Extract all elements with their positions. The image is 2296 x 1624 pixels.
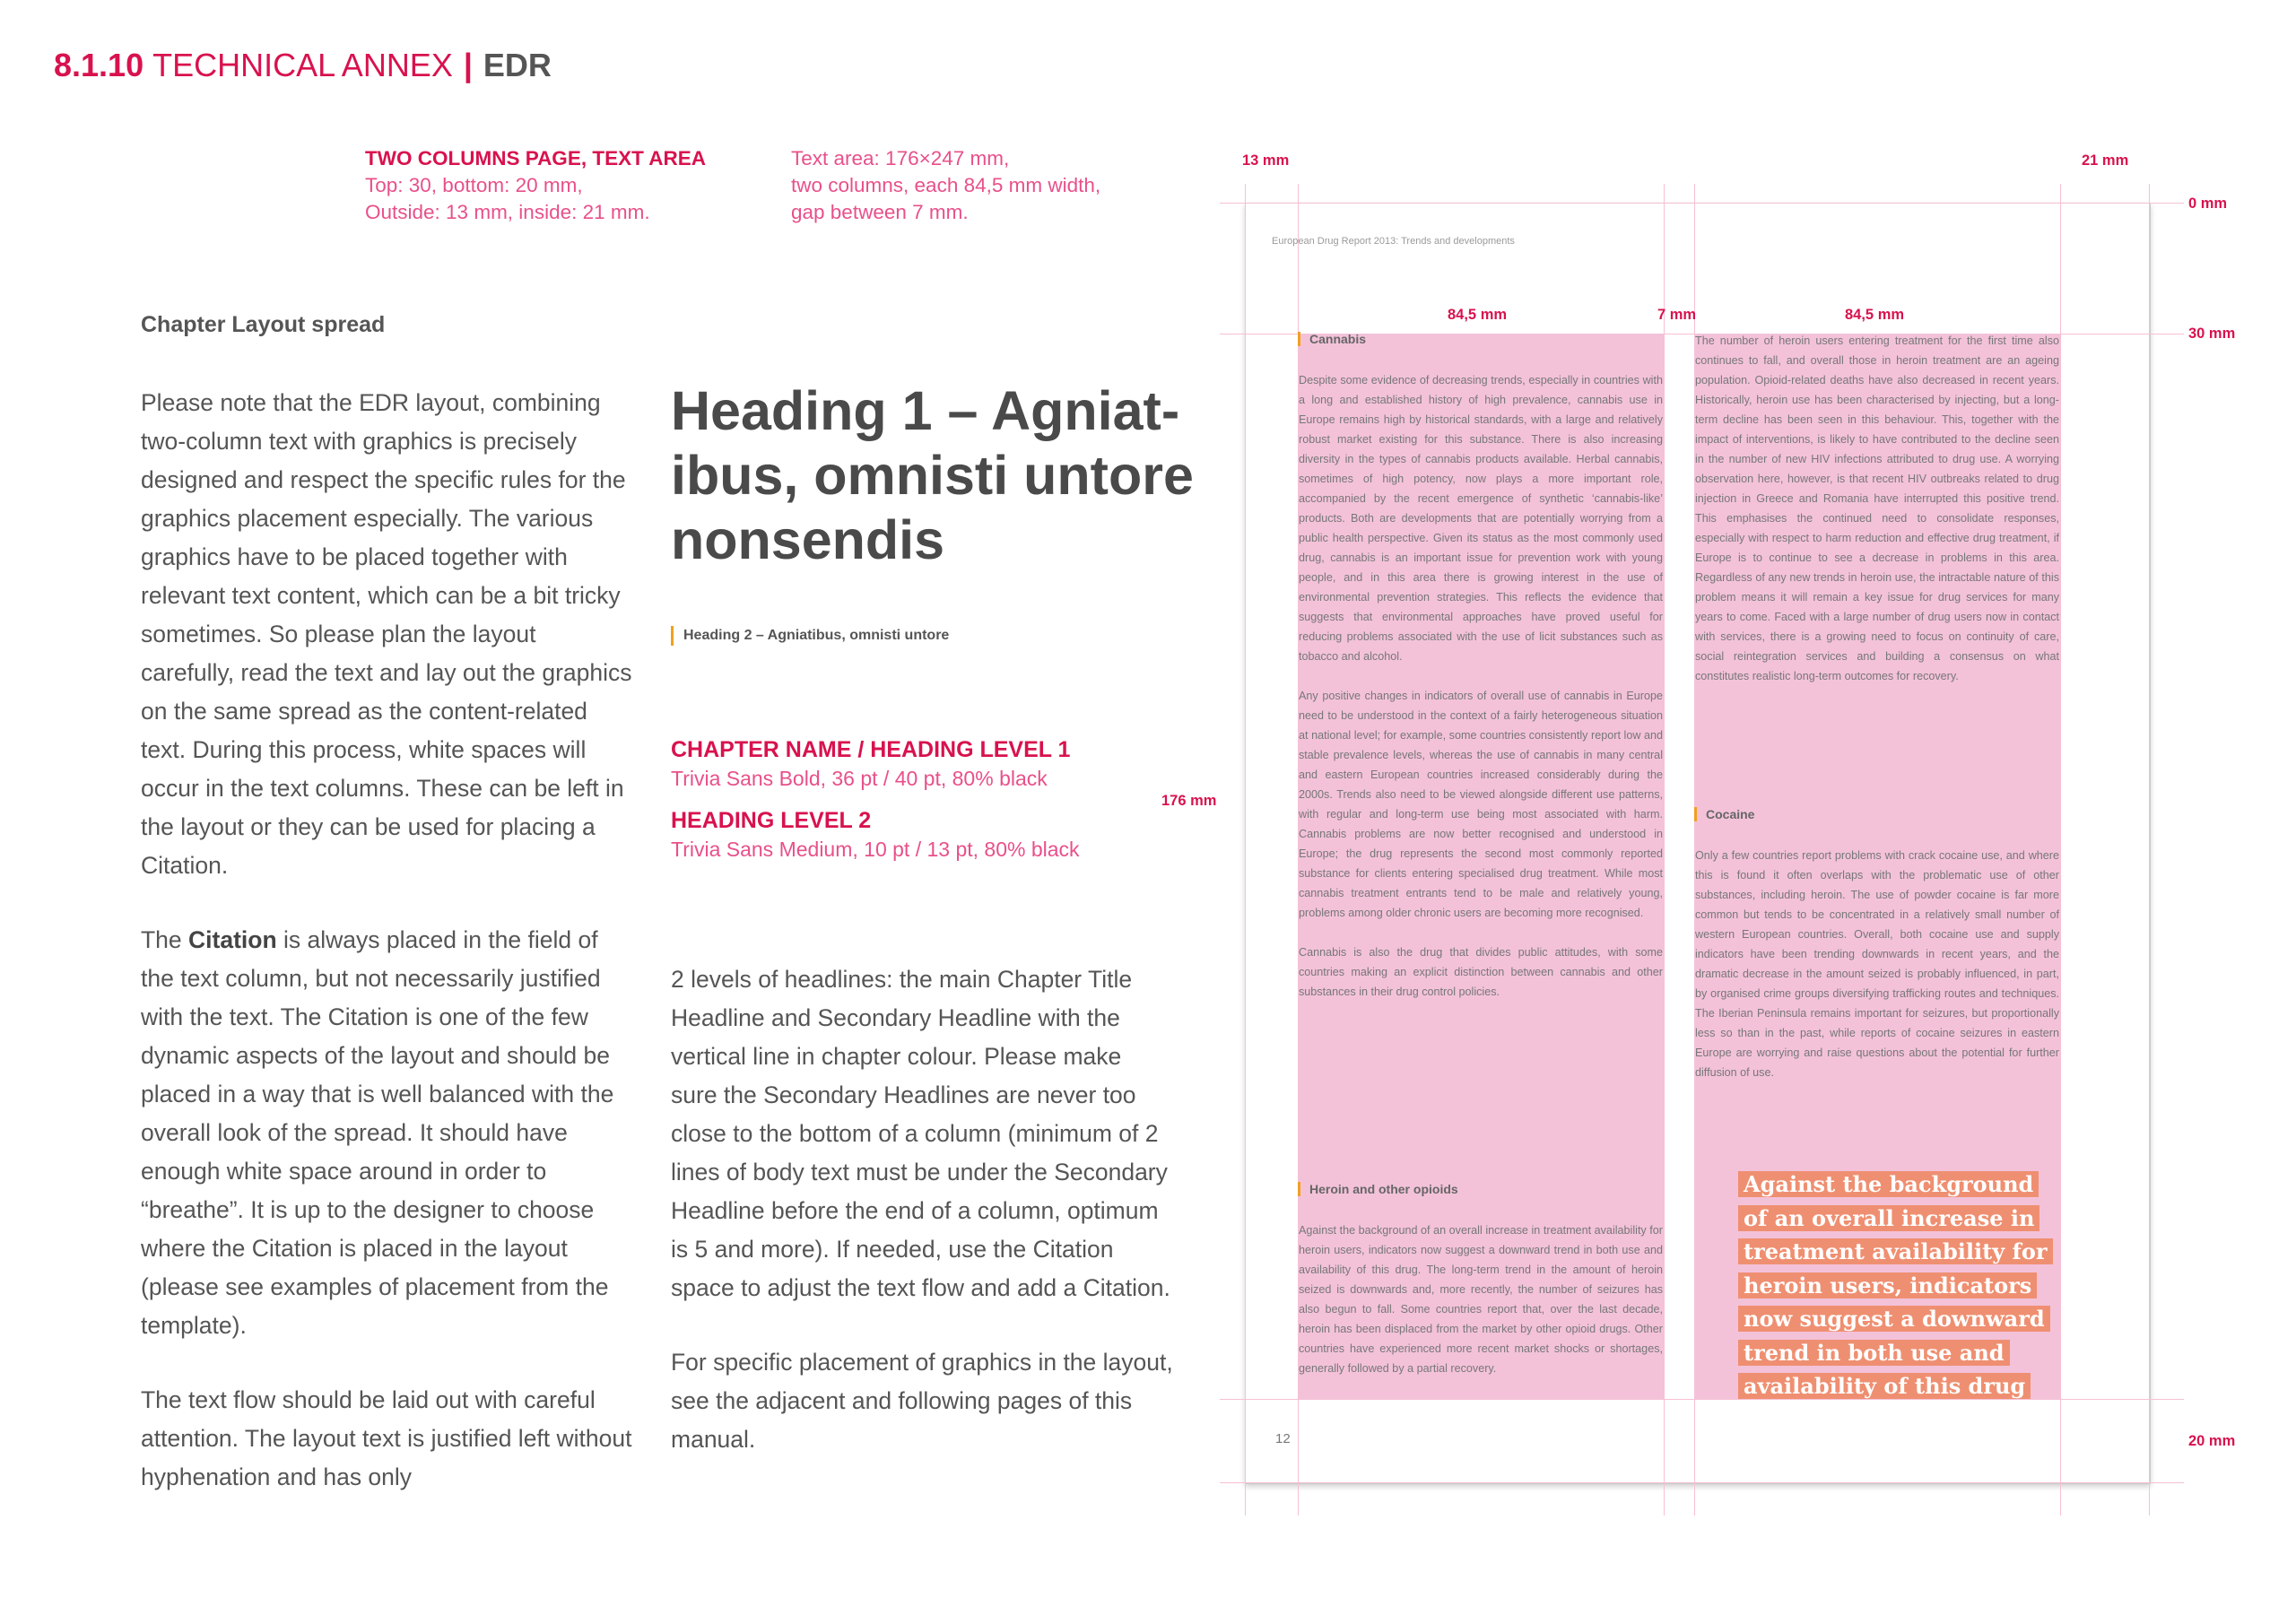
dim-col2: 84,5 mm xyxy=(1845,307,1905,323)
dim-inside: 21 mm xyxy=(2082,152,2129,169)
column-text xyxy=(1299,370,1663,1002)
spec-line: Outside: 13 mm, inside: 21 mm. xyxy=(365,201,650,223)
heading-2-sample: Heading 2 – Agniatibus, omnisti untore xyxy=(671,626,949,646)
middle-body xyxy=(671,960,1173,1459)
spec-line: gap between 7 mm. xyxy=(791,201,969,223)
spec-line: Text area: 176×247 mm, xyxy=(791,147,1010,169)
section-title: TECHNICAL ANNEX xyxy=(152,47,453,83)
column-text xyxy=(1299,1220,1663,1378)
chapter-spec: Trivia Sans Bold, 36 pt / 40 pt, 80% black xyxy=(671,767,1048,790)
paragraph: Please note that the EDR layout, combining two-column text with graphics is precisely designed and respect the specific rules for the graphics placement especially. The various graphics have to be placed together with relevant text content, which can be a bit tricky sometimes. So please plan the layout carefully, read the text and lay out the graphics on the same spread as the content-related text. During this process, white spaces will occur in the text columns. These can be left in the layout or they can be used for placing a Citation. xyxy=(141,389,632,879)
citation-term: Citation xyxy=(188,926,277,953)
dim-height: 176 mm xyxy=(1161,793,1217,809)
heading-1-sample: Heading 1 – Agniat-ibus, omnisti untore nonsendis xyxy=(671,380,1194,570)
guide-line xyxy=(1220,1482,2184,1483)
h2-label: HEADING LEVEL 2 xyxy=(671,808,872,833)
paragraph: The number of heroin users entering treatment for the first time also continues to fall, and overall those in heroin treatment are an ageing population. Opioid-related deaths have also decreased in recent years. Historically, heroin use has been characterised by injecting, but a long-term decline has been seen in this behaviour. This, together with the impact of interventions, is likely to have contributed to the decline seen in the number of new HIV infections attributed to drug use. A worrying observation here, however, is that recent HIV outbreaks related to drug injection in Greece and Romania have interrupted this positive trend. This emphasises the continued need to consolidate responses, especially with respect to harm reduction and effective drug treatment, if Europe is to continue to see a decrease in problems in this area. Regardless of any new trends in heroin use, the intractable nature of this problem means it will remain a key issue for drug services for many years to come. Faced with a large number of drug users now in contact with services, there is a growing need to focus on continuity of care, social reintegration services and building a consensus on what constitutes realistic long-term outcomes for recovery. xyxy=(1695,334,2059,682)
spec-title: TWO COLUMNS PAGE, TEXT AREA xyxy=(365,147,706,169)
paragraph: The text flow should be laid out with careful attention. The layout text is justified left without hyphenation and has only xyxy=(141,1386,632,1490)
h2-spec: Trivia Sans Medium, 10 pt / 13 pt, 80% black xyxy=(671,838,1080,861)
header-separator: | xyxy=(463,47,473,83)
citation-text: Against the background of an overall increase in treatment availability for heroin users, indicators now suggest a downward trend in both use and availability of this drug xyxy=(1738,1171,2053,1399)
paragraph: Against the background of an overall increase in treatment availability for heroin users, indicators now suggest a downward trend in both use and availability of this drug. The long-term trend in the amount of heroin seized is downwards and, more recently, the number of seizures has also begun to fall. Some countries report that, over the last decade, heroin has been displaced from the market by other opioid drugs. Other countries have experienced more recent market shocks or shortages, generally followed by a partial recovery. xyxy=(1299,1224,1663,1375)
paragraph: For specific placement of graphics in the layout, see the adjacent and following pages of this manual. xyxy=(671,1349,1173,1453)
paragraph: Any positive changes in indicators of overall use of cannabis in Europe need to be understood in the context of a fairly heterogeneous situation at national level; for example, some countries consistently report low and stable prevalence levels, whereas the use of cannabis in many central and eastern European countries increased considerably during the 2000s. Trends also need to be viewed alongside different use patterns, with regular and long-term use being most associated with harm. Cannabis problems are now better recognised and understood in Europe; the drug represents the second most commonly reported substance for clients entering specialised drug treatment. While most cannabis treatment entrants tend to be male and relatively young, problems among older chronic users are becoming more recognised. xyxy=(1299,690,1663,919)
guide-line xyxy=(1245,184,1246,1515)
paragraph: Only a few countries report problems with crack cocaine use, and where this is found it often overlaps with the problematic use of other substances, including heroin. The use of powder cocaine is far more common but tends to be concentrated in a relatively small number of western European countries. Overall, both cocaine use and supply indicators have been trending downwards in recent years, and the dramatic decrease in the amount seized is probably influenced, in part, by organised crime groups diversifying trafficking routes and techniques. The Iberian Peninsula remains important for seizures, but proportionally less so than in the past, while reports of cocaine seizures in eastern Europe are worrying and raise questions about the potential for further diffusion of use. xyxy=(1695,849,2059,1079)
column-heading: Cocaine xyxy=(1694,807,1754,821)
column-heading: Heroin and other opioids xyxy=(1298,1182,1458,1196)
guide-line xyxy=(1220,203,2184,204)
citation-block xyxy=(1738,1168,2061,1403)
text-run: The xyxy=(141,926,189,953)
dim-col1: 84,5 mm xyxy=(1448,307,1508,323)
spec-line: two columns, each 84,5 mm width, xyxy=(791,174,1101,196)
column-text xyxy=(1695,331,2059,686)
chapter-layout-title: Chapter Layout spread xyxy=(141,312,386,337)
dim-top: 30 mm xyxy=(2188,326,2236,342)
dim-bottom: 20 mm xyxy=(2188,1433,2236,1449)
paragraph xyxy=(141,921,634,1345)
column-text xyxy=(1695,846,2059,1082)
spec-area xyxy=(791,145,1186,226)
spec-margins xyxy=(365,145,751,226)
paragraph: Cannabis is also the drug that divides public attitudes, with some countries making an explicit distinction between cannabis and other substances in their drug control policies. xyxy=(1299,946,1663,998)
section-number: 8.1.10 xyxy=(54,47,144,83)
page-number: 12 xyxy=(1275,1431,1291,1446)
left-body xyxy=(141,384,634,1497)
column-heading: Cannabis xyxy=(1298,332,1366,346)
dim-outside: 13 mm xyxy=(1242,152,1290,169)
chapter-label: CHAPTER NAME / HEADING LEVEL 1 xyxy=(671,737,1071,762)
guide-line xyxy=(2149,184,2150,1515)
page-header xyxy=(54,47,552,84)
dim-gap: 7 mm xyxy=(1657,307,1697,323)
paragraph: 2 levels of headlines: the main Chapter Title Headline and Secondary Headline with the vertical line in chapter colour. Please make sure the Secondary Headlines are never too close to the bottom of a column (minimum of 2 lines of body text must be under the Secondary Headline before the end of a column, optimum is 5 and more). If needed, use the Citation space to adjust the text flow and add a Citation. xyxy=(671,966,1170,1301)
running-head: European Drug Report 2013: Trends and developments xyxy=(1272,236,1515,247)
text-run: is always placed in the field of the text column, but not necessarily justified with the text. The Citation is one of the few dynamic aspects of the layout and should be placed in a way that is well balanced with the overall look of the spread. It should have enough white space around in order to “breathe”. It is up to the designer to choose where the Citation is placed in the layout (please see examples of placement from the template). xyxy=(141,926,614,1339)
paragraph: Despite some evidence of decreasing trends, especially in countries with a long and established history of high prevalence, cannabis use in Europe remains high by historical standards, with a large and relatively robust market existing for this substance. There is also increasing diversity in the types of cannabis products available. Herbal cannabis, sometimes of high potency, now plays a more important role, accompanied by the recent emergence of synthetic ‘cannabis-like’ products. Both are developments that are potentially worrying from a public health perspective. Given its status as the most commonly used drug, cannabis is an important issue for prevention work with young people, and in this area there is growing interest in the use of environmental prevention strategies. This reflects the evidence that suggests that environmental approaches have proved useful for reducing problems associated with the use of licit substances such as tobacco and alcohol. xyxy=(1299,374,1663,663)
product-name: EDR xyxy=(483,47,552,83)
guide-line xyxy=(1664,184,1665,1515)
spec-line: Top: 30, bottom: 20 mm, xyxy=(365,174,583,196)
dim-top-edge: 0 mm xyxy=(2188,195,2228,212)
